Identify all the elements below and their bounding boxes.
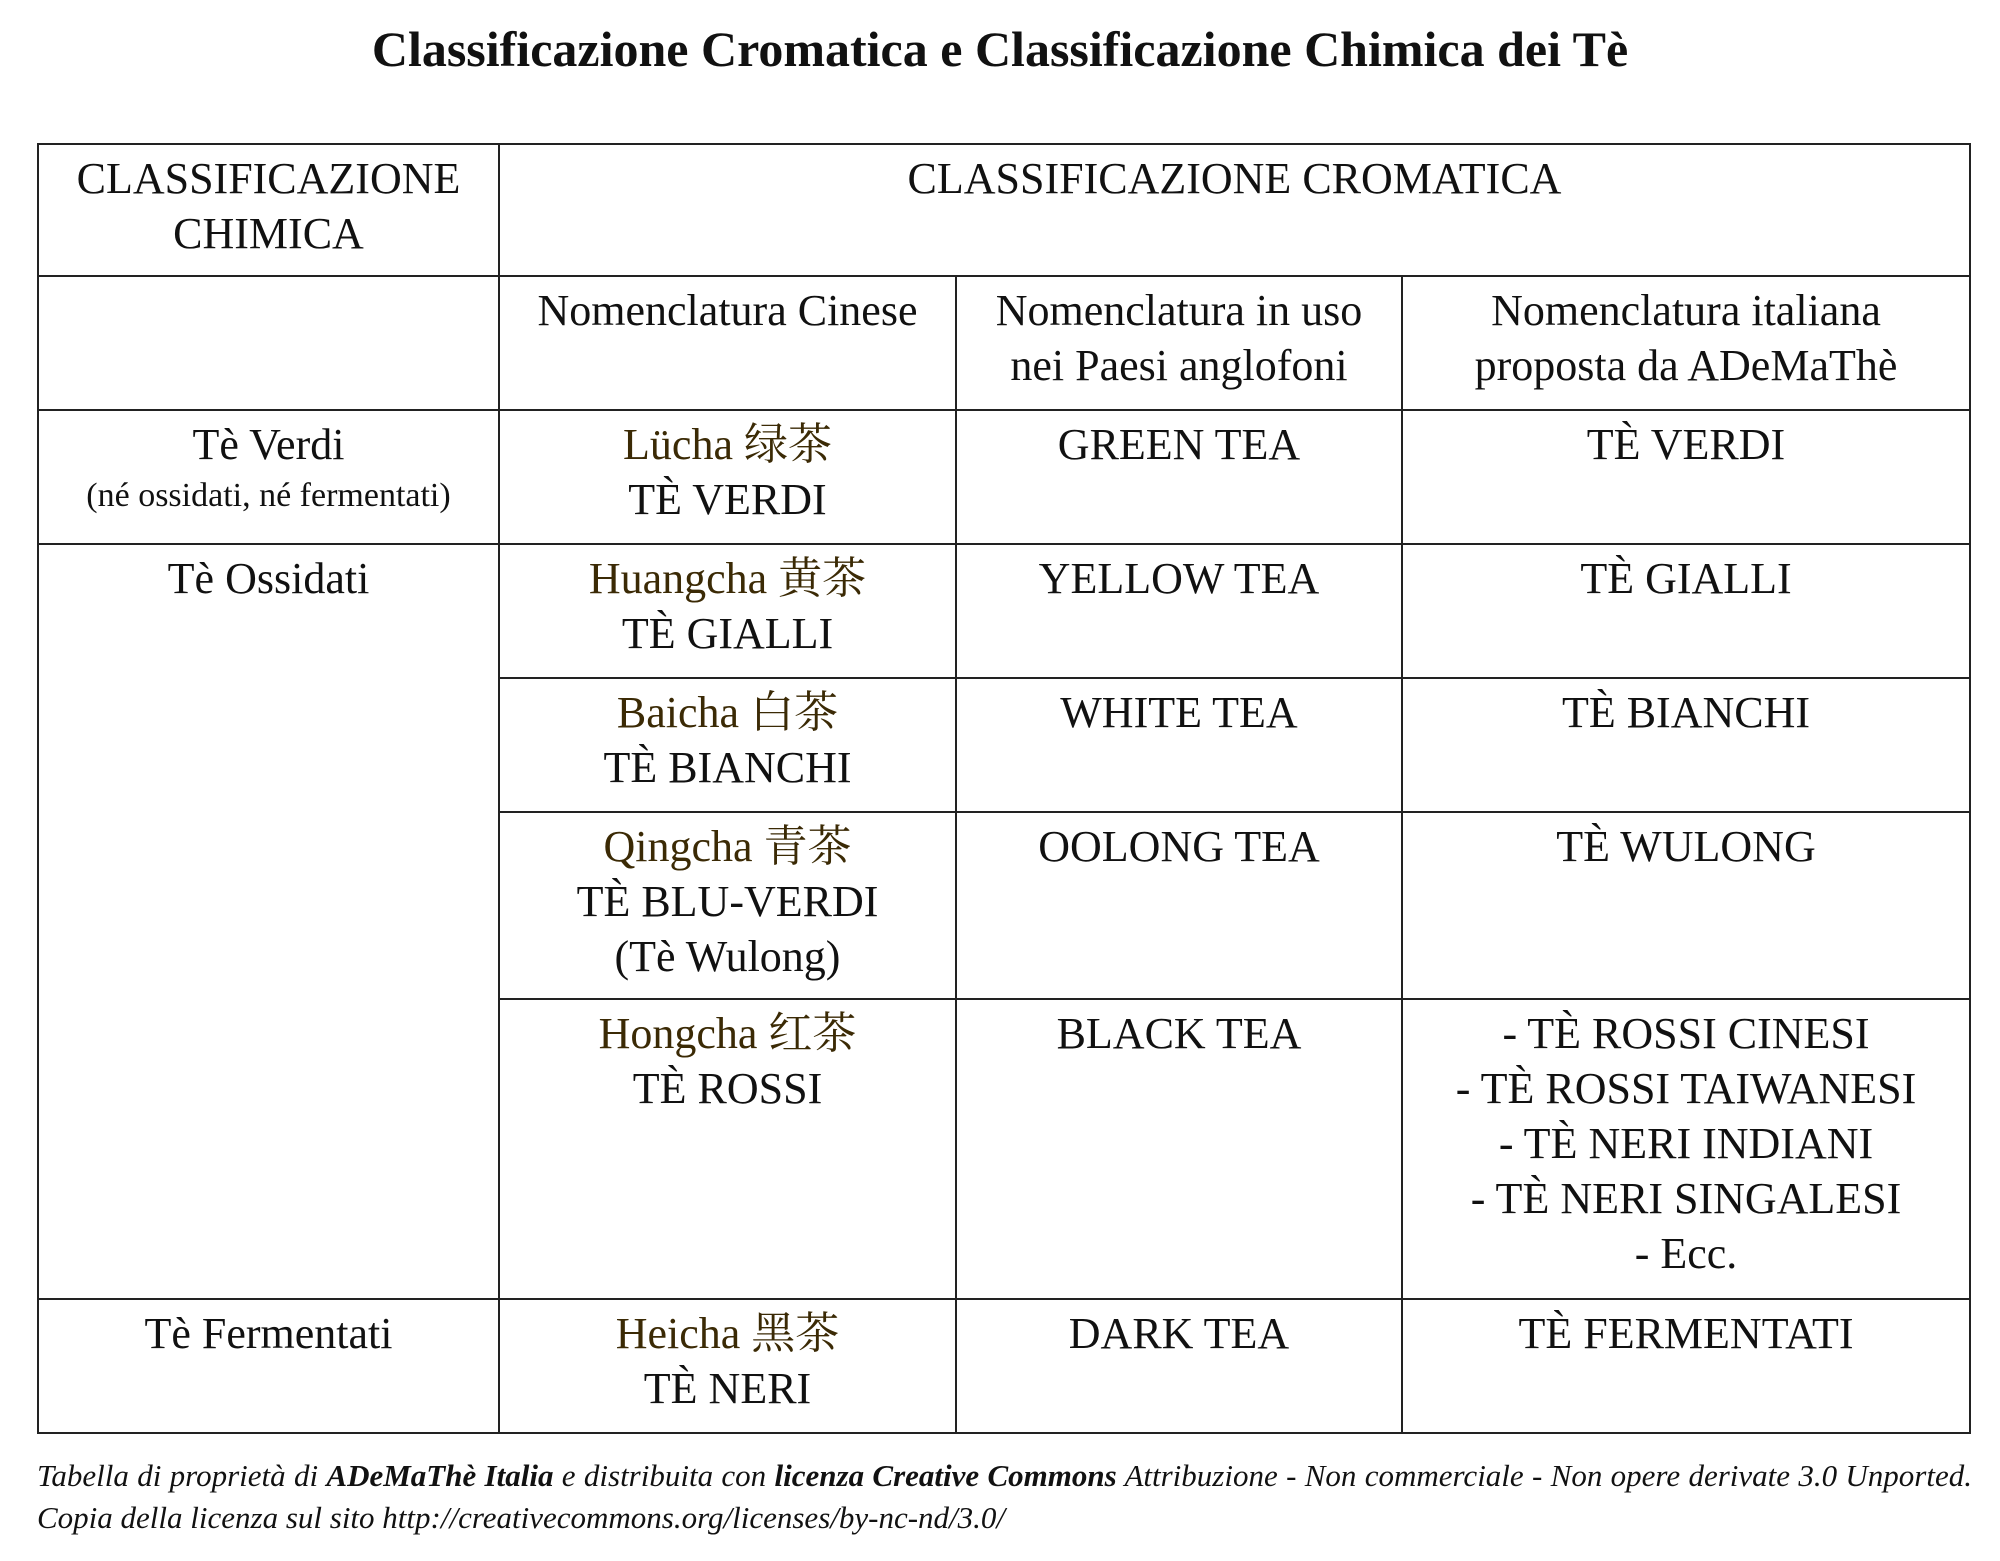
subheader-italian-nomenclature: Nomenclatura italiana proposta da ADeMaThè: [1402, 276, 1970, 410]
english-name-hongcha: BLACK TEA: [956, 999, 1402, 1299]
group-fermented-tea: Tè Fermentati: [38, 1299, 499, 1433]
group-oxidized-tea: Tè Ossidati: [38, 544, 499, 1299]
chinese-note-qingcha: (Tè Wulong): [614, 932, 841, 981]
english-name-lucha: GREEN TEA: [956, 410, 1402, 544]
italian-name-huangcha: TÈ GIALLI: [1402, 544, 1970, 678]
subheader-chinese-nomenclature: Nomenclatura Cinese: [499, 276, 956, 410]
group-green-tea: [38, 410, 499, 544]
italian-name-heicha: TÈ FERMENTATI: [1402, 1299, 1970, 1433]
list-item: - Ecc.: [1634, 1229, 1738, 1278]
license-footer: [37, 1455, 1972, 1539]
list-item: - TÈ NERI INDIANI: [1498, 1119, 1874, 1168]
header-chromatic-classification: CLASSIFICAZIONE CROMATICA: [499, 144, 1970, 276]
chinese-translation-huangcha: TÈ GIALLI: [621, 609, 834, 658]
english-name-baicha: WHITE TEA: [956, 678, 1402, 812]
chinese-cell-heicha: [499, 1299, 956, 1433]
chinese-name-qingcha: Qingcha 青茶: [603, 822, 852, 871]
footer-owner: ADeMaThè Italia: [326, 1458, 554, 1493]
chinese-name-lucha: Lücha 绿茶: [623, 420, 832, 469]
chinese-cell-baicha: [499, 678, 956, 812]
chinese-name-huangcha: Huangcha 黄茶: [588, 554, 867, 603]
subheader-english-nomenclature: Nomenclatura in uso nei Paesi anglofoni: [956, 276, 1402, 410]
footer-text-3: Attribuzione - Non commerciale - Non opere derivate 3.0 Unported. Copia della licenza sul sito http://creativecommons.org/licenses/by-nc-nd/3.0/: [37, 1458, 1972, 1535]
chinese-translation-baicha: TÈ BIANCHI: [603, 743, 852, 792]
english-name-heicha: DARK TEA: [956, 1299, 1402, 1433]
list-item: - TÈ NERI SINGALESI: [1470, 1174, 1902, 1223]
english-name-qingcha: OOLONG TEA: [956, 812, 1402, 999]
table-row-heicha: [38, 1299, 1970, 1433]
chinese-translation-lucha: TÈ VERDI: [628, 475, 827, 524]
chinese-cell-huangcha: [499, 544, 956, 678]
list-item: - TÈ ROSSI TAIWANESI: [1455, 1064, 1917, 1113]
table-row-huangcha: [38, 544, 1970, 678]
chinese-cell-lucha: [499, 410, 956, 544]
subheader-empty-cell: [38, 276, 499, 410]
header-chemical-classification: CLASSIFICAZIONE CHIMICA: [38, 144, 499, 276]
table-subheader-row: [38, 276, 1970, 410]
italian-name-qingcha: TÈ WULONG: [1402, 812, 1970, 999]
page-title: Classificazione Cromatica e Classificazione Chimica dei Tè: [371, 21, 1629, 77]
chinese-name-heicha: Heicha 黑茶: [615, 1309, 840, 1358]
italian-name-lucha: TÈ VERDI: [1402, 410, 1970, 544]
footer-text-1: Tabella di proprietà di: [37, 1458, 327, 1493]
list-item: - TÈ ROSSI CINESI: [1502, 1009, 1870, 1058]
chinese-translation-qingcha: TÈ BLU-VERDI: [576, 877, 879, 926]
italian-name-baicha: TÈ BIANCHI: [1402, 678, 1970, 812]
footer-text-2: e distribuita con: [553, 1458, 775, 1493]
chinese-cell-qingcha: [499, 812, 956, 999]
group-green-label: Tè Verdi: [192, 420, 345, 469]
footer-license: licenza Creative Commons: [774, 1458, 1117, 1493]
chinese-name-hongcha: Hongcha 红茶: [598, 1009, 857, 1058]
chinese-cell-hongcha: [499, 999, 956, 1299]
table-header-row: [38, 144, 1970, 276]
tea-classification-table: [37, 143, 1971, 1434]
group-green-note: (né ossidati, né fermentati): [86, 477, 451, 514]
english-name-huangcha: YELLOW TEA: [956, 544, 1402, 678]
chinese-translation-hongcha: TÈ ROSSI: [632, 1064, 823, 1113]
italian-list-hongcha: [1402, 999, 1970, 1299]
chinese-name-baicha: Baicha 白茶: [616, 688, 839, 737]
chinese-translation-heicha: TÈ NERI: [643, 1364, 812, 1413]
table-row-lucha: [38, 410, 1970, 544]
